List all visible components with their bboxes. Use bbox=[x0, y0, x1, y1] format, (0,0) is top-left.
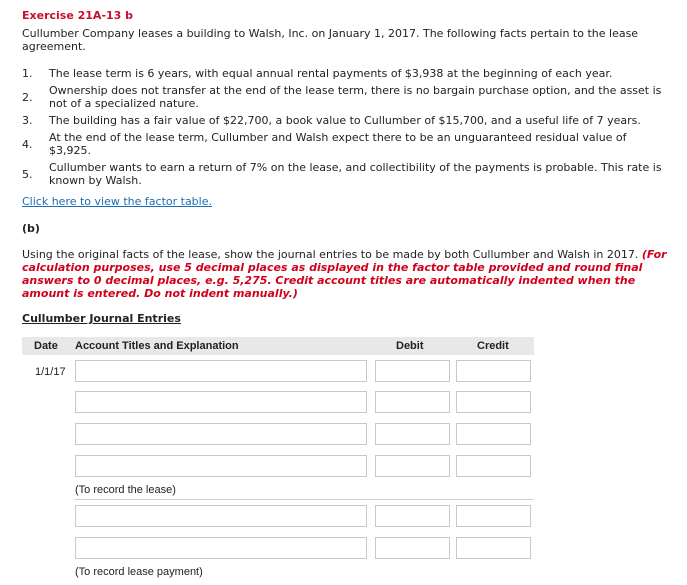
account-title-input[interactable] bbox=[75, 360, 367, 382]
fact-item bbox=[22, 161, 667, 187]
header-credit: Credit bbox=[477, 340, 509, 352]
facts-list bbox=[22, 67, 667, 191]
factor-table-link[interactable]: Click here to view the factor table. bbox=[22, 195, 212, 208]
header-account: Account Titles and Explanation bbox=[75, 340, 239, 352]
fact-text: Ownership does not transfer at the end of the lease term, there is no bargain purchase option, and the asset is not of a specialized nature. bbox=[49, 84, 662, 110]
fact-item bbox=[22, 67, 667, 80]
fact-number: 4. bbox=[22, 137, 33, 151]
credit-input[interactable] bbox=[456, 391, 531, 413]
instructions-warning: (For calculation purposes, use 5 decimal places as displayed in the factor table provided and round final answers to 0 decimal places, e.g. 5,275. Credit account titles are automatically indented when the amount is entered. Do not indent manually.) bbox=[22, 248, 667, 300]
instructions-main: Using the original facts of the lease, show the journal entries to be made by both Cullumber and Walsh in 2017. bbox=[22, 248, 639, 261]
credit-input[interactable] bbox=[456, 455, 531, 477]
entry-note-lease: (To record the lease) bbox=[75, 484, 176, 496]
header-date: Date bbox=[34, 340, 58, 352]
credit-input[interactable] bbox=[456, 360, 531, 382]
entry-note-payment: (To record lease payment) bbox=[75, 566, 203, 578]
entry-date: 1/1/17 bbox=[35, 366, 66, 378]
journal-title: Cullumber Journal Entries bbox=[22, 312, 181, 325]
credit-input[interactable] bbox=[456, 423, 531, 445]
debit-input[interactable] bbox=[375, 423, 450, 445]
fact-text: The lease term is 6 years, with equal annual rental payments of $3,938 at the beginning of each year. bbox=[49, 67, 613, 80]
fact-text: At the end of the lease term, Cullumber and Walsh expect there to be an unguaranteed residual value of $3,925. bbox=[49, 131, 627, 157]
account-title-input[interactable] bbox=[75, 505, 367, 527]
exercise-intro: Cullumber Company leases a building to Walsh, Inc. on January 1, 2017. The following facts pertain to the lease agreement. bbox=[22, 27, 639, 53]
account-title-input[interactable] bbox=[75, 537, 367, 559]
fact-item bbox=[22, 114, 667, 127]
entry-separator bbox=[74, 499, 534, 500]
exercise-title: Exercise 21A-13 b bbox=[22, 9, 134, 22]
debit-input[interactable] bbox=[375, 537, 450, 559]
fact-number: 1. bbox=[22, 67, 33, 80]
instructions bbox=[22, 248, 672, 300]
fact-text: Cullumber wants to earn a return of 7% on the lease, and collectibility of the payments is probable. This rate is known by Walsh. bbox=[49, 161, 662, 187]
debit-input[interactable] bbox=[375, 360, 450, 382]
account-title-input[interactable] bbox=[75, 391, 367, 413]
account-title-input[interactable] bbox=[75, 455, 367, 477]
part-label: (b) bbox=[22, 222, 40, 235]
fact-text: The building has a fair value of $22,700, a book value to Cullumber of $15,700, and a useful life of 7 years. bbox=[49, 114, 641, 127]
journal-table-header bbox=[22, 337, 534, 355]
fact-number: 2. bbox=[22, 90, 33, 104]
credit-input[interactable] bbox=[456, 505, 531, 527]
fact-item bbox=[22, 84, 667, 110]
debit-input[interactable] bbox=[375, 455, 450, 477]
header-debit: Debit bbox=[396, 340, 424, 352]
debit-input[interactable] bbox=[375, 505, 450, 527]
credit-input[interactable] bbox=[456, 537, 531, 559]
fact-number: 5. bbox=[22, 167, 33, 181]
account-title-input[interactable] bbox=[75, 423, 367, 445]
fact-number: 3. bbox=[22, 114, 33, 127]
fact-item bbox=[22, 131, 667, 157]
debit-input[interactable] bbox=[375, 391, 450, 413]
